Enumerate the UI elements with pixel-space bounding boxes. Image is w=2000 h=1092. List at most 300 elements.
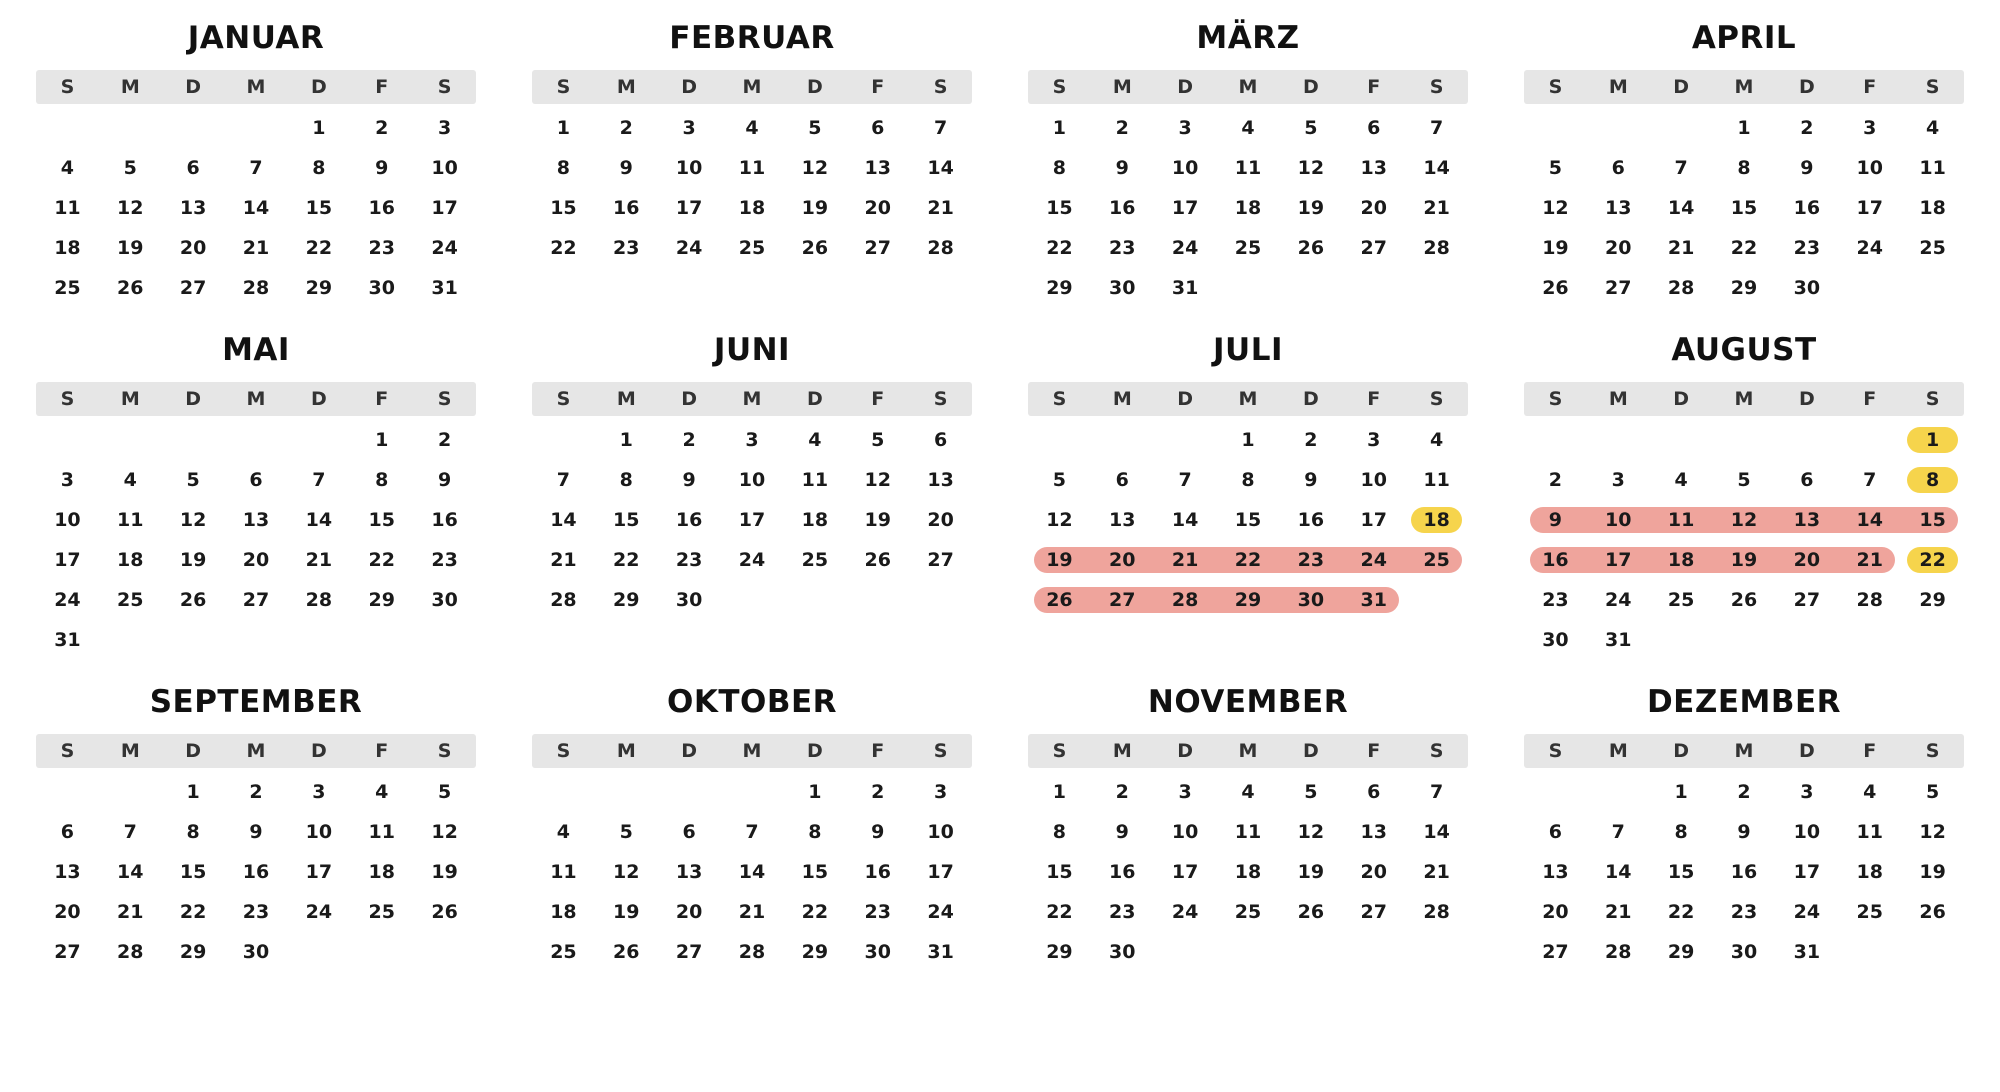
day-cell[interactable]: 1 <box>1674 781 1688 803</box>
day-cell[interactable]: 16 <box>1297 509 1325 531</box>
day-cell[interactable]: 1 <box>1241 429 1255 451</box>
day-cell[interactable]: 11 <box>1234 157 1262 179</box>
day-cell[interactable]: 1 <box>1052 117 1067 139</box>
day-cell[interactable]: 5 <box>1052 469 1067 491</box>
day-cell[interactable]: 1 <box>1925 429 1940 451</box>
day-cell[interactable]: 30 <box>1542 629 1569 651</box>
day-cell[interactable]: 11 <box>1667 509 1695 531</box>
day-cell[interactable]: 29 <box>179 941 207 963</box>
day-cell[interactable]: 3 <box>1611 469 1625 491</box>
day-cell[interactable]: 20 <box>54 901 81 923</box>
day-cell[interactable]: 12 <box>117 197 144 219</box>
day-cell[interactable]: 8 <box>186 821 200 843</box>
day-cell[interactable]: 4 <box>1241 781 1255 803</box>
day-cell[interactable]: 30 <box>242 941 270 963</box>
day-cell[interactable]: 19 <box>1297 197 1325 219</box>
day-cell[interactable]: 10 <box>927 821 954 843</box>
day-cell[interactable]: 12 <box>1542 197 1569 219</box>
day-cell[interactable]: 9 <box>1115 821 1129 843</box>
day-cell[interactable]: 3 <box>1367 429 1381 451</box>
day-cell[interactable]: 5 <box>123 157 137 179</box>
day-cell[interactable]: 5 <box>1304 781 1318 803</box>
day-cell[interactable]: 2 <box>375 117 389 139</box>
day-cell[interactable]: 10 <box>1360 469 1387 491</box>
day-cell[interactable]: 19 <box>1297 861 1325 883</box>
day-cell[interactable]: 29 <box>801 941 829 963</box>
day-cell[interactable]: 11 <box>1423 469 1450 491</box>
day-cell[interactable]: 1 <box>619 429 633 451</box>
day-cell[interactable]: 8 <box>1674 821 1688 843</box>
day-cell[interactable]: 2 <box>619 117 633 139</box>
day-cell[interactable]: 26 <box>1046 589 1073 611</box>
day-cell[interactable]: 19 <box>431 861 458 883</box>
day-cell[interactable]: 10 <box>1793 821 1821 843</box>
day-cell[interactable]: 21 <box>1171 549 1199 571</box>
day-cell[interactable]: 20 <box>179 237 207 259</box>
day-cell[interactable]: 6 <box>60 821 75 843</box>
day-cell[interactable]: 23 <box>613 237 640 259</box>
day-cell[interactable]: 26 <box>431 901 458 923</box>
day-cell[interactable]: 17 <box>1605 549 1632 571</box>
day-cell[interactable]: 3 <box>1178 781 1192 803</box>
day-cell[interactable]: 31 <box>1171 277 1199 299</box>
day-cell[interactable]: 18 <box>1234 861 1262 883</box>
day-cell[interactable]: 16 <box>431 509 458 531</box>
day-cell[interactable]: 8 <box>556 157 571 179</box>
day-cell[interactable]: 27 <box>242 589 270 611</box>
day-cell[interactable]: 30 <box>864 941 891 963</box>
day-cell[interactable]: 28 <box>242 277 270 299</box>
day-cell[interactable]: 15 <box>1730 197 1758 219</box>
day-cell[interactable]: 5 <box>808 117 822 139</box>
day-cell[interactable]: 9 <box>1737 821 1751 843</box>
day-cell[interactable]: 8 <box>1241 469 1255 491</box>
day-cell[interactable]: 11 <box>801 469 829 491</box>
day-cell[interactable]: 13 <box>242 509 270 531</box>
day-cell[interactable]: 1 <box>808 781 822 803</box>
day-cell[interactable]: 24 <box>1856 237 1883 259</box>
day-cell[interactable]: 4 <box>556 821 571 843</box>
day-cell[interactable]: 28 <box>738 941 766 963</box>
day-cell[interactable]: 30 <box>1297 589 1325 611</box>
day-cell[interactable]: 27 <box>864 237 891 259</box>
day-cell[interactable]: 6 <box>1367 781 1381 803</box>
day-cell[interactable]: 26 <box>117 277 144 299</box>
day-cell[interactable]: 10 <box>431 157 458 179</box>
day-cell[interactable]: 24 <box>1793 901 1821 923</box>
day-cell[interactable]: 23 <box>1542 589 1569 611</box>
day-cell[interactable]: 20 <box>1605 237 1632 259</box>
day-cell[interactable]: 29 <box>1667 941 1695 963</box>
day-cell[interactable]: 16 <box>864 861 891 883</box>
day-cell[interactable]: 7 <box>1178 469 1192 491</box>
day-cell[interactable]: 31 <box>431 277 458 299</box>
day-cell[interactable]: 9 <box>249 821 263 843</box>
day-cell[interactable]: 27 <box>1793 589 1821 611</box>
day-cell[interactable]: 10 <box>738 469 766 491</box>
day-cell[interactable]: 26 <box>1730 589 1758 611</box>
day-cell[interactable]: 28 <box>1423 901 1450 923</box>
day-cell[interactable]: 25 <box>1919 237 1946 259</box>
day-cell[interactable]: 30 <box>431 589 458 611</box>
day-cell[interactable]: 4 <box>1674 469 1688 491</box>
day-cell[interactable]: 28 <box>1667 277 1695 299</box>
day-cell[interactable]: 2 <box>1115 781 1129 803</box>
day-cell[interactable]: 24 <box>1171 237 1199 259</box>
day-cell[interactable]: 27 <box>1109 589 1136 611</box>
day-cell[interactable]: 5 <box>1548 157 1563 179</box>
day-cell[interactable]: 22 <box>179 901 207 923</box>
day-cell[interactable]: 12 <box>1297 821 1325 843</box>
day-cell[interactable]: 22 <box>613 549 640 571</box>
day-cell[interactable]: 21 <box>927 197 954 219</box>
day-cell[interactable]: 9 <box>437 469 452 491</box>
day-cell[interactable]: 7 <box>556 469 571 491</box>
day-cell[interactable]: 26 <box>1919 901 1946 923</box>
day-cell[interactable]: 9 <box>682 469 696 491</box>
day-cell[interactable]: 24 <box>738 549 766 571</box>
day-cell[interactable]: 20 <box>1360 197 1387 219</box>
day-cell[interactable]: 2 <box>871 781 885 803</box>
day-cell[interactable]: 13 <box>927 469 954 491</box>
day-cell[interactable]: 21 <box>1667 237 1695 259</box>
day-cell[interactable]: 13 <box>1793 509 1821 531</box>
day-cell[interactable]: 18 <box>1667 549 1695 571</box>
day-cell[interactable]: 26 <box>864 549 891 571</box>
day-cell[interactable]: 2 <box>249 781 263 803</box>
day-cell[interactable]: 15 <box>613 509 640 531</box>
day-cell[interactable]: 10 <box>1171 157 1199 179</box>
day-cell[interactable]: 19 <box>613 901 640 923</box>
day-cell[interactable]: 17 <box>1856 197 1883 219</box>
day-cell[interactable]: 14 <box>1171 509 1199 531</box>
day-cell[interactable]: 21 <box>1423 861 1450 883</box>
day-cell[interactable]: 27 <box>1605 277 1632 299</box>
day-cell[interactable]: 5 <box>437 781 452 803</box>
day-cell[interactable]: 6 <box>186 157 200 179</box>
day-cell[interactable]: 8 <box>1925 469 1940 491</box>
day-cell[interactable]: 28 <box>1605 941 1632 963</box>
day-cell[interactable]: 19 <box>117 237 144 259</box>
day-cell[interactable]: 25 <box>1856 901 1883 923</box>
day-cell[interactable]: 5 <box>1737 469 1751 491</box>
day-cell[interactable]: 19 <box>1542 237 1569 259</box>
day-cell[interactable]: 3 <box>60 469 75 491</box>
day-cell[interactable]: 13 <box>1360 821 1387 843</box>
day-cell[interactable]: 21 <box>117 901 144 923</box>
day-cell[interactable]: 27 <box>179 277 207 299</box>
day-cell[interactable]: 22 <box>1919 549 1946 571</box>
day-cell[interactable]: 5 <box>619 821 633 843</box>
day-cell[interactable]: 31 <box>927 941 954 963</box>
day-cell[interactable]: 2 <box>1800 117 1814 139</box>
day-cell[interactable]: 14 <box>1423 821 1450 843</box>
day-cell[interactable]: 22 <box>1667 901 1695 923</box>
day-cell[interactable]: 23 <box>1730 901 1758 923</box>
day-cell[interactable]: 16 <box>368 197 395 219</box>
day-cell[interactable]: 4 <box>1429 429 1444 451</box>
day-cell[interactable]: 30 <box>1109 941 1136 963</box>
day-cell[interactable]: 3 <box>1178 117 1192 139</box>
day-cell[interactable]: 4 <box>1863 781 1877 803</box>
day-cell[interactable]: 8 <box>1737 157 1751 179</box>
day-cell[interactable]: 21 <box>738 901 766 923</box>
day-cell[interactable]: 8 <box>1052 821 1067 843</box>
day-cell[interactable]: 6 <box>1800 469 1814 491</box>
day-cell[interactable]: 5 <box>871 429 885 451</box>
day-cell[interactable]: 29 <box>1919 589 1946 611</box>
day-cell[interactable]: 23 <box>864 901 891 923</box>
day-cell[interactable]: 23 <box>1793 237 1821 259</box>
day-cell[interactable]: 19 <box>179 549 207 571</box>
day-cell[interactable]: 17 <box>431 197 458 219</box>
day-cell[interactable]: 31 <box>1605 629 1632 651</box>
day-cell[interactable]: 14 <box>1605 861 1632 883</box>
day-cell[interactable]: 8 <box>312 157 326 179</box>
day-cell[interactable]: 3 <box>312 781 326 803</box>
day-cell[interactable]: 12 <box>1297 157 1325 179</box>
day-cell[interactable]: 29 <box>1046 941 1073 963</box>
day-cell[interactable]: 26 <box>179 589 207 611</box>
day-cell[interactable]: 9 <box>1115 157 1129 179</box>
day-cell[interactable]: 3 <box>1863 117 1877 139</box>
day-cell[interactable]: 19 <box>801 197 829 219</box>
day-cell[interactable]: 6 <box>1367 117 1381 139</box>
day-cell[interactable]: 7 <box>249 157 263 179</box>
day-cell[interactable]: 25 <box>801 549 829 571</box>
day-cell[interactable]: 12 <box>1919 821 1946 843</box>
day-cell[interactable]: 7 <box>933 117 948 139</box>
day-cell[interactable]: 13 <box>1109 509 1136 531</box>
day-cell[interactable]: 6 <box>933 429 948 451</box>
day-cell[interactable]: 3 <box>1800 781 1814 803</box>
day-cell[interactable]: 18 <box>550 901 577 923</box>
day-cell[interactable]: 26 <box>1297 901 1325 923</box>
day-cell[interactable]: 22 <box>801 901 829 923</box>
day-cell[interactable]: 16 <box>1109 197 1136 219</box>
day-cell[interactable]: 8 <box>808 821 822 843</box>
day-cell[interactable]: 10 <box>54 509 81 531</box>
day-cell[interactable]: 13 <box>864 157 891 179</box>
day-cell[interactable]: 1 <box>375 429 389 451</box>
day-cell[interactable]: 28 <box>1423 237 1450 259</box>
day-cell[interactable]: 13 <box>675 861 703 883</box>
day-cell[interactable]: 16 <box>1793 197 1821 219</box>
day-cell[interactable]: 21 <box>550 549 577 571</box>
day-cell[interactable]: 29 <box>613 589 640 611</box>
day-cell[interactable]: 6 <box>1611 157 1625 179</box>
day-cell[interactable]: 20 <box>1542 901 1569 923</box>
day-cell[interactable]: 11 <box>1234 821 1262 843</box>
day-cell[interactable]: 17 <box>1360 509 1387 531</box>
day-cell[interactable]: 10 <box>1605 509 1632 531</box>
day-cell[interactable]: 28 <box>550 589 577 611</box>
day-cell[interactable]: 2 <box>1115 117 1129 139</box>
day-cell[interactable]: 12 <box>864 469 891 491</box>
day-cell[interactable]: 14 <box>1667 197 1695 219</box>
day-cell[interactable]: 24 <box>305 901 333 923</box>
day-cell[interactable]: 12 <box>431 821 458 843</box>
day-cell[interactable]: 27 <box>1360 901 1387 923</box>
day-cell[interactable]: 7 <box>1863 469 1877 491</box>
day-cell[interactable]: 14 <box>1856 509 1883 531</box>
day-cell[interactable]: 12 <box>179 509 207 531</box>
day-cell[interactable]: 27 <box>675 941 703 963</box>
day-cell[interactable]: 27 <box>1360 237 1387 259</box>
day-cell[interactable]: 12 <box>613 861 640 883</box>
day-cell[interactable]: 21 <box>242 237 270 259</box>
day-cell[interactable]: 21 <box>1856 549 1883 571</box>
day-cell[interactable]: 29 <box>1730 277 1758 299</box>
day-cell[interactable]: 25 <box>368 901 395 923</box>
day-cell[interactable]: 4 <box>375 781 389 803</box>
day-cell[interactable]: 15 <box>801 861 829 883</box>
day-cell[interactable]: 30 <box>1730 941 1758 963</box>
day-cell[interactable]: 25 <box>738 237 766 259</box>
day-cell[interactable]: 2 <box>1304 429 1318 451</box>
day-cell[interactable]: 27 <box>1542 941 1569 963</box>
day-cell[interactable]: 14 <box>117 861 144 883</box>
day-cell[interactable]: 27 <box>927 549 954 571</box>
day-cell[interactable]: 9 <box>1304 469 1318 491</box>
day-cell[interactable]: 11 <box>368 821 395 843</box>
day-cell[interactable]: 24 <box>1171 901 1199 923</box>
day-cell[interactable]: 19 <box>1046 549 1073 571</box>
day-cell[interactable]: 4 <box>1925 117 1940 139</box>
day-cell[interactable]: 7 <box>1674 157 1688 179</box>
day-cell[interactable]: 9 <box>375 157 389 179</box>
day-cell[interactable]: 23 <box>1109 237 1136 259</box>
day-cell[interactable]: 25 <box>1667 589 1695 611</box>
day-cell[interactable]: 15 <box>1667 861 1695 883</box>
day-cell[interactable]: 29 <box>1046 277 1073 299</box>
day-cell[interactable]: 3 <box>745 429 759 451</box>
day-cell[interactable]: 15 <box>305 197 333 219</box>
day-cell[interactable]: 26 <box>801 237 829 259</box>
day-cell[interactable]: 18 <box>738 197 766 219</box>
day-cell[interactable]: 7 <box>312 469 326 491</box>
day-cell[interactable]: 15 <box>1046 197 1073 219</box>
day-cell[interactable]: 14 <box>550 509 577 531</box>
day-cell[interactable]: 24 <box>431 237 458 259</box>
day-cell[interactable]: 22 <box>368 549 395 571</box>
day-cell[interactable]: 17 <box>1171 861 1199 883</box>
day-cell[interactable]: 18 <box>1423 509 1450 531</box>
day-cell[interactable]: 20 <box>1793 549 1821 571</box>
day-cell[interactable]: 24 <box>54 589 81 611</box>
day-cell[interactable]: 16 <box>242 861 270 883</box>
day-cell[interactable]: 1 <box>556 117 571 139</box>
day-cell[interactable]: 23 <box>368 237 395 259</box>
day-cell[interactable]: 25 <box>1234 901 1262 923</box>
day-cell[interactable]: 4 <box>123 469 137 491</box>
day-cell[interactable]: 11 <box>738 157 766 179</box>
day-cell[interactable]: 10 <box>1856 157 1883 179</box>
day-cell[interactable]: 31 <box>1793 941 1821 963</box>
day-cell[interactable]: 17 <box>1793 861 1821 883</box>
day-cell[interactable]: 25 <box>550 941 577 963</box>
day-cell[interactable]: 18 <box>368 861 395 883</box>
day-cell[interactable]: 30 <box>368 277 395 299</box>
day-cell[interactable]: 28 <box>1856 589 1883 611</box>
day-cell[interactable]: 18 <box>1234 197 1262 219</box>
day-cell[interactable]: 23 <box>1109 901 1136 923</box>
day-cell[interactable]: 6 <box>1548 821 1563 843</box>
day-cell[interactable]: 8 <box>619 469 633 491</box>
day-cell[interactable]: 9 <box>1800 157 1814 179</box>
day-cell[interactable]: 25 <box>54 277 81 299</box>
day-cell[interactable]: 20 <box>1360 861 1387 883</box>
day-cell[interactable]: 10 <box>1171 821 1199 843</box>
day-cell[interactable]: 30 <box>1109 277 1136 299</box>
day-cell[interactable]: 24 <box>1360 549 1387 571</box>
day-cell[interactable]: 7 <box>745 821 759 843</box>
day-cell[interactable]: 11 <box>54 197 81 219</box>
day-cell[interactable]: 7 <box>1429 781 1444 803</box>
day-cell[interactable]: 27 <box>54 941 81 963</box>
day-cell[interactable]: 8 <box>375 469 389 491</box>
day-cell[interactable]: 29 <box>305 277 333 299</box>
day-cell[interactable]: 7 <box>123 821 137 843</box>
day-cell[interactable]: 15 <box>1234 509 1262 531</box>
day-cell[interactable]: 20 <box>675 901 703 923</box>
day-cell[interactable]: 25 <box>1423 549 1450 571</box>
day-cell[interactable]: 11 <box>550 861 577 883</box>
day-cell[interactable]: 19 <box>1730 549 1758 571</box>
day-cell[interactable]: 17 <box>54 549 81 571</box>
day-cell[interactable]: 9 <box>619 157 633 179</box>
day-cell[interactable]: 6 <box>871 117 885 139</box>
day-cell[interactable]: 20 <box>927 509 954 531</box>
day-cell[interactable]: 25 <box>117 589 144 611</box>
day-cell[interactable]: 23 <box>1297 549 1325 571</box>
day-cell[interactable]: 23 <box>242 901 270 923</box>
day-cell[interactable]: 14 <box>305 509 333 531</box>
day-cell[interactable]: 15 <box>550 197 577 219</box>
day-cell[interactable]: 17 <box>738 509 766 531</box>
day-cell[interactable]: 28 <box>117 941 144 963</box>
day-cell[interactable]: 4 <box>1241 117 1255 139</box>
day-cell[interactable]: 6 <box>682 821 696 843</box>
day-cell[interactable]: 8 <box>1052 157 1067 179</box>
day-cell[interactable]: 9 <box>871 821 885 843</box>
day-cell[interactable]: 13 <box>1542 861 1569 883</box>
day-cell[interactable]: 11 <box>1919 157 1946 179</box>
day-cell[interactable]: 11 <box>117 509 144 531</box>
day-cell[interactable]: 20 <box>864 197 891 219</box>
day-cell[interactable]: 14 <box>927 157 954 179</box>
day-cell[interactable]: 5 <box>1304 117 1318 139</box>
day-cell[interactable]: 23 <box>675 549 703 571</box>
day-cell[interactable]: 24 <box>1605 589 1632 611</box>
day-cell[interactable]: 14 <box>1423 157 1450 179</box>
day-cell[interactable]: 29 <box>1234 589 1262 611</box>
day-cell[interactable]: 23 <box>431 549 458 571</box>
day-cell[interactable]: 16 <box>1730 861 1758 883</box>
day-cell[interactable]: 16 <box>1542 549 1569 571</box>
day-cell[interactable]: 6 <box>249 469 263 491</box>
day-cell[interactable]: 12 <box>1046 509 1073 531</box>
day-cell[interactable]: 1 <box>1052 781 1067 803</box>
day-cell[interactable]: 12 <box>801 157 829 179</box>
day-cell[interactable]: 3 <box>933 781 948 803</box>
day-cell[interactable]: 14 <box>738 861 766 883</box>
day-cell[interactable]: 19 <box>864 509 891 531</box>
day-cell[interactable]: 28 <box>927 237 954 259</box>
day-cell[interactable]: 26 <box>1297 237 1325 259</box>
day-cell[interactable]: 13 <box>54 861 81 883</box>
day-cell[interactable]: 15 <box>179 861 207 883</box>
